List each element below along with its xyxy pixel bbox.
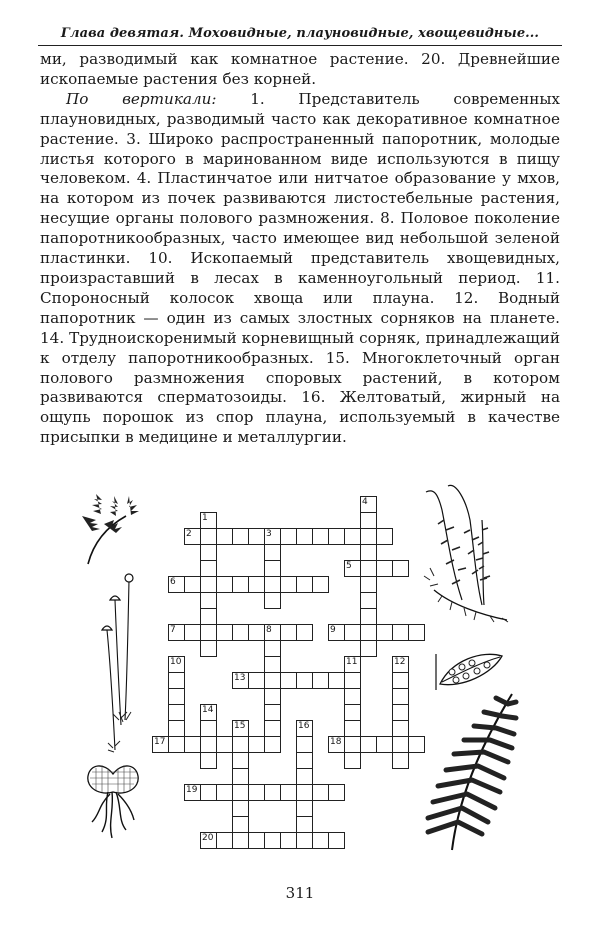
clue-number: 17 — [154, 737, 166, 747]
crossword-cell — [200, 544, 217, 561]
crossword-cell — [216, 736, 233, 753]
crossword-cell — [312, 672, 329, 689]
crossword-cell — [344, 688, 361, 705]
vertical-clues-lead: По вертикали: — [66, 89, 217, 108]
crossword-cell — [152, 736, 169, 753]
crossword-cell — [344, 656, 361, 673]
crossword-cell — [280, 832, 297, 849]
crossword-cell — [184, 736, 201, 753]
crossword-cell — [232, 832, 249, 849]
crossword-cell — [168, 688, 185, 705]
continuation-paragraph: ми, разводимый как комнатное растение. 20. Древнейшие ископаемые растения без корней. — [40, 50, 560, 88]
crossword-cell — [360, 512, 377, 529]
crossword-cell — [296, 624, 313, 641]
crossword-cell — [392, 752, 409, 769]
crossword-cell — [264, 720, 281, 737]
crossword-cell — [264, 784, 281, 801]
clue-number: 11 — [346, 657, 358, 667]
crossword-cell — [328, 672, 345, 689]
clue-number: 2 — [186, 529, 192, 539]
clue-number: 13 — [234, 673, 246, 683]
clue-number: 1 — [202, 513, 208, 523]
clue-number: 5 — [346, 561, 352, 571]
crossword-cell — [184, 784, 201, 801]
crossword-cell — [280, 672, 297, 689]
clue-number: 15 — [234, 721, 246, 731]
crossword-cell — [232, 768, 249, 785]
clue-number: 10 — [170, 657, 182, 667]
crossword-cell — [280, 624, 297, 641]
clue-number: 4 — [362, 497, 368, 507]
crossword-cell — [360, 608, 377, 625]
crossword-cell — [344, 672, 361, 689]
crossword-cell — [264, 624, 281, 641]
crossword-cell — [296, 832, 313, 849]
vertical-clues-text: 1. Представитель современных плауновидных, разводимый часто как декоративное комнатное растение. 3. Широко распространенный папоротник, молодые листья которого в маринованном виде используются в пищу человеком. 4. Пластинчатое или нитчатое образование у мхов, на котором из почек развиваются листостебельные растения, несущие органы полового размножения. 8. Половое поколение папоротникообразных, часто имеющее вид небольшой зеленой пластинки. 10. Ископаемый представитель хвощевидных, произраставший в лесах в каменноугольный период. 11. Спороносный колосок хвоща или плауна. 12. Водный папоротник — один из самых злостных сорняков на планете. 14. Трудноискоренимый корневищный сорняк, принадлежащий к отделу папоротникообразных. 15. Многоклеточный орган полового размножения споровых растений, в котором развиваются сперматозоиды. 16. Желтоватый, жирный на ощупь порошок из спор плауна, используемый в качестве присыпки в медицине и металлургии. — [40, 89, 560, 447]
crossword-cell — [344, 752, 361, 769]
crossword-cell — [248, 624, 265, 641]
crossword-cell — [184, 528, 201, 545]
crossword-cell — [216, 576, 233, 593]
crossword-cell — [216, 624, 233, 641]
moss-sporophyte-icon — [95, 570, 145, 760]
crossword-cell — [168, 672, 185, 689]
crossword-cell — [200, 560, 217, 577]
crossword-cell — [264, 544, 281, 561]
crossword-cell — [344, 720, 361, 737]
running-head: Глава девятая. Моховидные, плауновидные, хвощевидные... — [60, 26, 540, 41]
crossword-cell — [168, 624, 185, 641]
crossword-cell — [200, 784, 217, 801]
clue-number: 12 — [394, 657, 406, 667]
crossword-cell — [296, 720, 313, 737]
crossword-cell — [184, 624, 201, 641]
crossword-cell — [216, 832, 233, 849]
crossword-cell — [264, 736, 281, 753]
crossword-cell — [264, 528, 281, 545]
crossword-cell — [264, 688, 281, 705]
crossword-cell — [264, 592, 281, 609]
crossword-cell — [200, 640, 217, 657]
crossword-cell — [200, 736, 217, 753]
clue-number: 6 — [170, 577, 176, 587]
crossword-cell — [200, 704, 217, 721]
crossword-cell — [296, 800, 313, 817]
crossword-cell — [392, 720, 409, 737]
prothallus-icon — [84, 762, 142, 842]
crossword-cell — [312, 784, 329, 801]
clue-number: 9 — [330, 625, 336, 635]
crossword-cell — [232, 720, 249, 737]
header-rule — [38, 45, 562, 46]
crossword-cell — [232, 800, 249, 817]
crossword-cell — [344, 528, 361, 545]
crossword-cell — [248, 736, 265, 753]
body-text — [40, 50, 560, 448]
vertical-clues-paragraph — [40, 90, 560, 448]
fern-frond-icon — [74, 486, 144, 566]
crossword-cell — [360, 624, 377, 641]
crossword-figure — [0, 470, 600, 880]
crossword-cell — [296, 528, 313, 545]
crossword-cell — [360, 544, 377, 561]
crossword-cell — [232, 784, 249, 801]
crossword-cell — [232, 736, 249, 753]
crossword-cell — [312, 528, 329, 545]
crossword-cell — [280, 784, 297, 801]
crossword-cell — [264, 640, 281, 657]
crossword-cell — [168, 736, 185, 753]
crossword-cell — [360, 496, 377, 513]
crossword-cell — [200, 752, 217, 769]
crossword-cell — [360, 560, 377, 577]
crossword-cell — [392, 672, 409, 689]
crossword-cell — [312, 576, 329, 593]
crossword-cell — [264, 576, 281, 593]
crossword-cell — [392, 656, 409, 673]
crossword-cell — [232, 624, 249, 641]
crossword-cell — [312, 832, 329, 849]
crossword-cell — [376, 736, 393, 753]
crossword-cell — [200, 832, 217, 849]
crossword-cell — [392, 736, 409, 753]
crossword-cell — [232, 752, 249, 769]
crossword-cell — [280, 528, 297, 545]
crossword-cell — [328, 528, 345, 545]
page-number: 311 — [285, 884, 315, 902]
crossword-cell — [200, 720, 217, 737]
crossword-cell — [328, 784, 345, 801]
clue-number: 19 — [186, 785, 198, 795]
clue-number: 18 — [330, 737, 342, 747]
crossword-cell — [296, 576, 313, 593]
crossword-cell — [264, 656, 281, 673]
clue-number: 8 — [266, 625, 272, 635]
crossword-cell — [392, 624, 409, 641]
crossword-cell — [232, 816, 249, 833]
crossword-cell — [232, 528, 249, 545]
crossword-cell — [168, 576, 185, 593]
crossword-cell — [248, 672, 265, 689]
crossword-cell — [232, 576, 249, 593]
crossword-cell — [296, 672, 313, 689]
crossword-cell — [296, 816, 313, 833]
crossword-cell — [264, 672, 281, 689]
crossword-cell — [216, 784, 233, 801]
crossword-cell — [376, 528, 393, 545]
crossword-cell — [392, 688, 409, 705]
crossword-cell — [216, 528, 233, 545]
crossword-cell — [200, 576, 217, 593]
clue-number: 20 — [202, 833, 214, 843]
crossword-cell — [360, 528, 377, 545]
crossword-cell — [264, 560, 281, 577]
crossword-cell — [232, 672, 249, 689]
crossword-cell — [360, 592, 377, 609]
crossword-cell — [248, 576, 265, 593]
crossword-cell — [264, 832, 281, 849]
crossword-cell — [328, 624, 345, 641]
crossword-cell — [200, 512, 217, 529]
crossword-cell — [248, 832, 265, 849]
crossword-cell — [168, 656, 185, 673]
crossword-cell — [280, 576, 297, 593]
clue-number: 3 — [266, 529, 272, 539]
crossword-cell — [168, 720, 185, 737]
crossword-cell — [392, 560, 409, 577]
crossword-cell — [344, 624, 361, 641]
clue-number: 7 — [170, 625, 176, 635]
clue-number: 16 — [298, 721, 310, 731]
crossword-cell — [344, 736, 361, 753]
moss-clump-icon — [412, 480, 522, 630]
crossword-cell — [376, 624, 393, 641]
crossword-cell — [200, 592, 217, 609]
crossword-cell — [360, 576, 377, 593]
fern-frond-large-icon — [412, 690, 522, 860]
crossword-cell — [344, 560, 361, 577]
crossword-cell — [200, 528, 217, 545]
crossword-cell — [376, 560, 393, 577]
crossword-cell — [200, 624, 217, 641]
fern-pinna-sori-icon — [432, 650, 506, 692]
crossword-cell — [344, 704, 361, 721]
crossword-cell — [200, 608, 217, 625]
clue-number: 14 — [202, 705, 214, 715]
crossword-cell — [328, 832, 345, 849]
crossword-cell — [168, 704, 185, 721]
crossword-cell — [296, 784, 313, 801]
crossword-cell — [248, 784, 265, 801]
crossword-cell — [184, 576, 201, 593]
crossword-cell — [360, 736, 377, 753]
crossword-cell — [264, 704, 281, 721]
crossword-cell — [248, 528, 265, 545]
crossword-cell — [296, 752, 313, 769]
crossword-cell — [296, 736, 313, 753]
crossword-cell — [360, 640, 377, 657]
crossword-cell — [328, 736, 345, 753]
crossword-cell — [392, 704, 409, 721]
crossword-cell — [296, 768, 313, 785]
